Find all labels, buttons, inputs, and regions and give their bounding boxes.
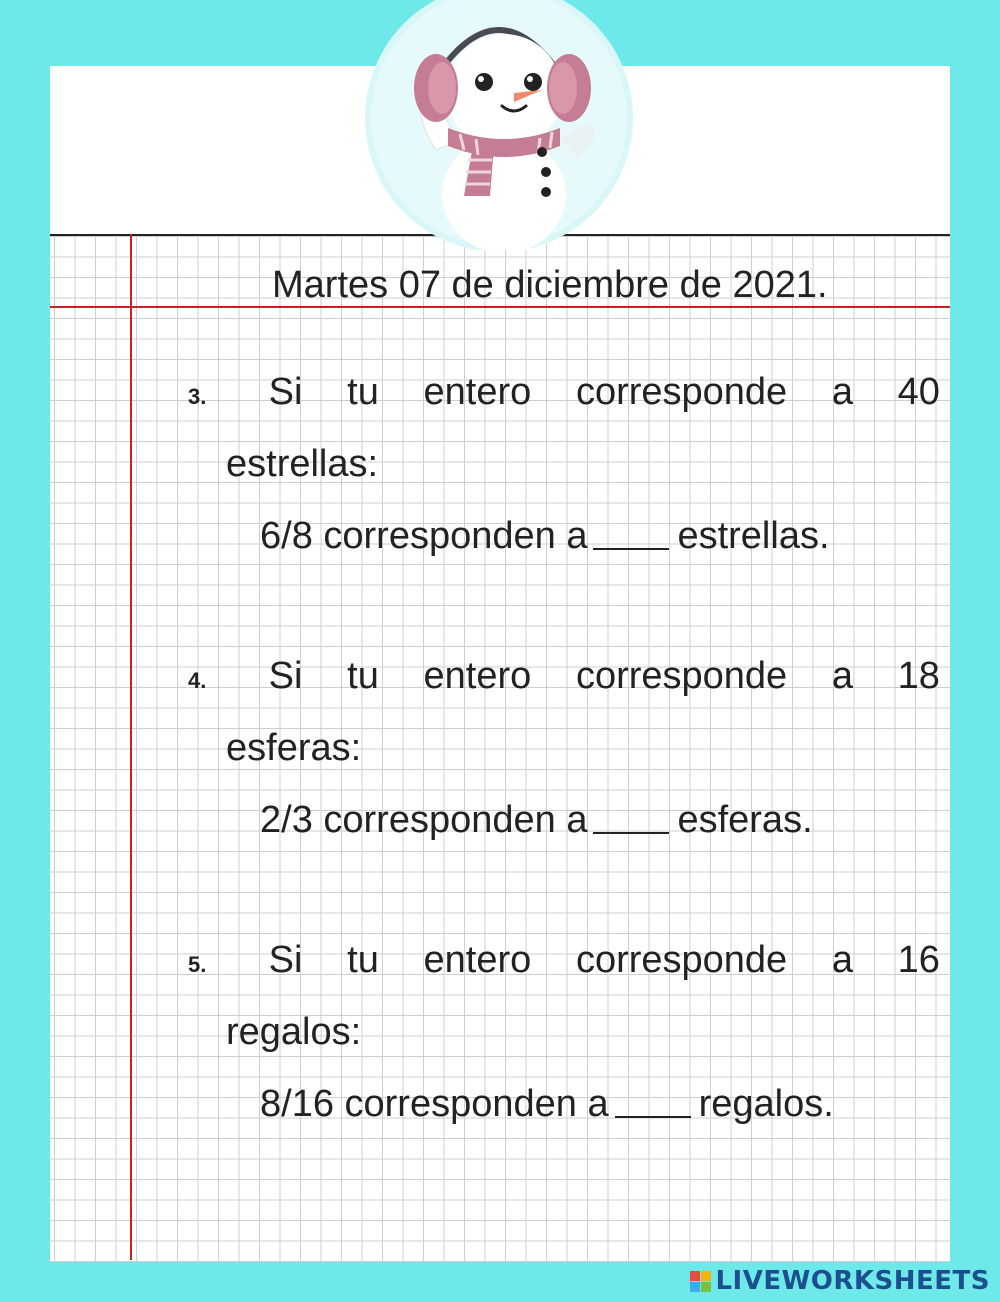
- answer-unit: esferas.: [677, 799, 813, 841]
- logo-text: LIVEWORKSHEETS: [715, 1266, 990, 1296]
- answer-prompt: 6/8 corresponden a: [260, 515, 588, 557]
- word: a: [831, 371, 853, 413]
- word: corresponde: [575, 939, 788, 981]
- answer-unit: estrellas.: [677, 515, 830, 557]
- word: entero: [423, 371, 532, 413]
- word: a: [831, 939, 853, 981]
- word: tu: [347, 655, 379, 697]
- question-number: 3.: [188, 384, 207, 409]
- question-line-1: [188, 930, 940, 1002]
- logo-squares-icon: [690, 1271, 711, 1292]
- worksheet-date: Martes 07 de diciembre de 2021.: [272, 264, 828, 306]
- word: 16: [897, 939, 940, 981]
- question-4: [188, 646, 940, 862]
- word: entero: [423, 655, 532, 697]
- question-line-2: estrellas:: [226, 443, 379, 485]
- question-number: 4.: [188, 668, 207, 693]
- question-3: [188, 362, 940, 578]
- word: entero: [423, 939, 532, 981]
- question-line-3: [188, 506, 940, 578]
- word: corresponde: [575, 655, 788, 697]
- question-line-1: [188, 646, 940, 718]
- word: tu: [347, 939, 379, 981]
- word: a: [831, 655, 853, 697]
- question-line-2: esferas:: [226, 727, 362, 769]
- answer-prompt: 2/3 corresponden a: [260, 799, 588, 841]
- question-line-2: regalos:: [226, 1011, 362, 1053]
- question-line-3: [188, 1074, 940, 1146]
- word: tu: [347, 371, 379, 413]
- word: Si: [268, 655, 303, 697]
- answer-blank[interactable]: [593, 544, 669, 550]
- answer-blank[interactable]: [593, 828, 669, 834]
- answer-unit: regalos.: [698, 1083, 834, 1125]
- snowman-icon: [364, 0, 634, 250]
- question-number: 5.: [188, 952, 207, 977]
- answer-prompt: 8/16 corresponden a: [260, 1083, 609, 1125]
- word: Si: [268, 371, 303, 413]
- word: corresponde: [575, 371, 788, 413]
- answer-blank[interactable]: [615, 1112, 691, 1118]
- question-line-3: [188, 790, 940, 862]
- word: 40: [897, 371, 940, 413]
- question-line-1: [188, 362, 940, 434]
- margin-line-vertical: [130, 234, 132, 1260]
- question-5: [188, 930, 940, 1146]
- word: 18: [897, 655, 940, 697]
- word: Si: [268, 939, 303, 981]
- liveworksheets-logo[interactable]: [690, 1266, 990, 1296]
